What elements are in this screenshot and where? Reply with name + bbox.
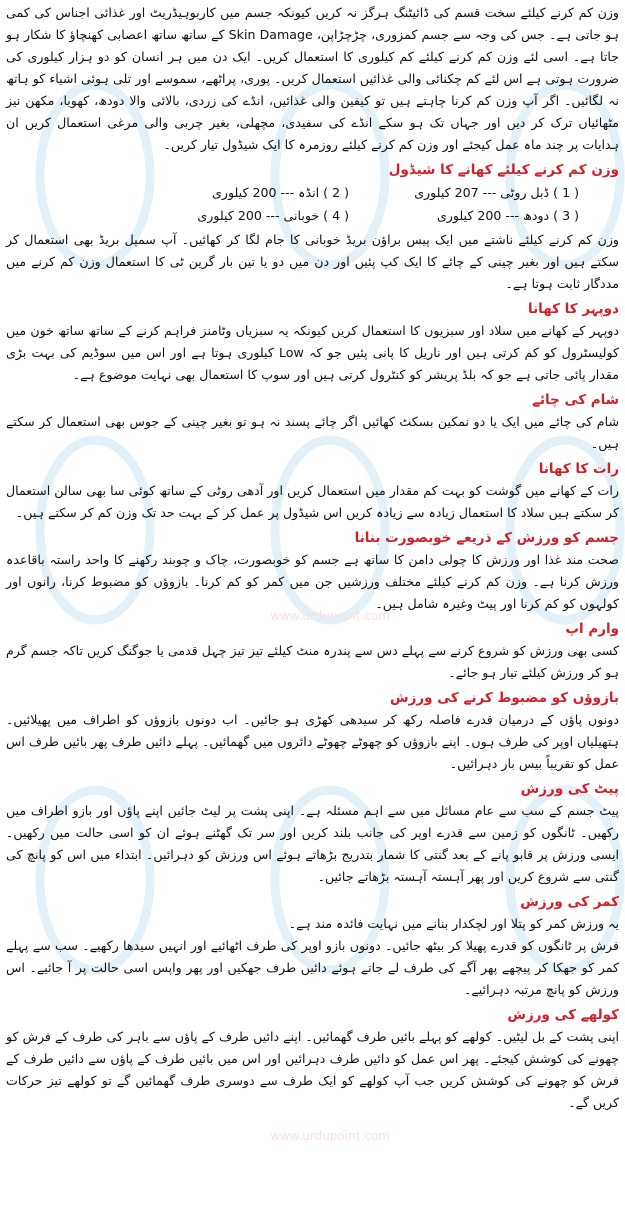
tea-heading: شام کی چائے [532,392,619,408]
hips-heading: کولھے کی ورزش [507,1007,619,1023]
warmup-paragraph: کسی بھی ورزش کو شروع کرنے سے پہلے دس سے پندرہ منٹ کیلئے تیز تیز چہل قدمی یا جوگنگ کریں تاکہ جسم گرم ہو کر ورزش کیلئے تیار ہو جائے۔ [6,643,619,680]
breakfast-paragraph: وزن کم کرنے کیلئے ناشتے میں ایک پیس براؤن بریڈ خوبانی کا جام لگا کر کھائیں۔ آپ سمپل بریڈ بھی استعمال کر سکتے ہیں اور بغیر چینی کے چائے کا ایک کپ پئیں اور دن میں دو یا تین بار گرین ٹی کا استعمال وزن کم کرنے میں مددگار ثابت ہوتا ہے۔ [6,232,619,291]
watermark-url-2: www.urdupoint.com [270,1129,390,1143]
hips-paragraph: اپنی پشت کے بل لیٹیں۔ کولھے کو پہلے بائیں طرف گھمائیں۔ اپنے دائیں طرف کے پاؤں سے باہر کی طرف کے فرش کو چھونے کی کوشش کیجئے۔ پھر اس عمل کو دائیں طرف دہرائیں اور اس میں بائیں طرف کے پاؤں سے دائیں طرف کے فرش کو چھونے کی کوشش کریں جب آپ کولھے کو ایک طرف سے دوسری طرف گھمائیں گے تو کولھے تیز حرکات کریں گے۔ [6,1029,619,1110]
arms-paragraph: دونوں پاؤں کے درمیان قدرے فاصلہ رکھ کر سیدھی کھڑی ہو جائیں۔ اب دونوں بازوؤں کو اطراف میں پھیلائیں۔ ہتھیلیاں اوپر کی طرف ہوں۔ اپنے بازوؤں کو چھوٹے چھوٹے دائروں میں گھمائیں۔ پہلے دائیں طرف پھر بائیں طرف اس عمل کو تقریباً بیس بار دہرائیں۔ [6,712,619,771]
tea-paragraph: شام کی چائے میں ایک یا دو نمکین بسکٹ کھائیں اگر چائے پسند نہ ہو تو بغیر چینی کے جوس بھی استعمال کر سکتے ہیں۔ [6,414,619,451]
belly-heading: پیٹ کی ورزش [520,781,619,797]
intro-paragraph: وزن کم کرنے کیلئے سخت قسم کی ڈائیٹنگ ہرگز نہ کریں کیونکہ جسم میں کاربوہیڈریٹ اور غذائی اجناس کی کمی ہو جاتی ہے۔ جس کی وجہ سے جسم کمزوری، چڑچڑاپن، Skin Damage کے ساتھ ساتھ اعصابی کھنچاؤ کا شکار ہو جاتا ہے۔ اسی لئے وزن کم کرنے کیلئے کم کیلوری کا استعمال کریں۔ ایک دن میں ہر انسان کو دو ہزار کیلوری کی ضرورت ہوتی ہے اس لئے کم چکنائی والی غذائیں استعمال کریں۔ پوری، پراٹھے، سموسے اور تلی ہوئی اشیاء کو ہاتھ نہ لگائیں۔ اگر آپ وزن کم کرنا چاہتے ہیں تو کیفین والی غذائیں، انڈے کی زردی، بالائی والا دودھ، کھویا، مکھن نیز مٹھائیاں ترک کر دیں اور جہاں تک ہو سکے انڈے کی سفیدی، مچھلی، بغیر چربی والی مرغی استعمال کریں ان ہدایات پر چند ماہ عمل کیجئے اور وزن کم کرنے کیلئے روزمرہ کا ایک شیڈول تیار کریں۔ [6,5,619,152]
dinner-heading: رات کا کھانا [538,461,619,477]
calorie-item-apricot: ( 4 ) خوبانی --- 200 کیلوری [197,208,349,223]
lunch-heading: دوپہر کا کھانا [528,301,619,317]
waist-intro: یہ ورزش کمر کو پتلا اور لچکدار بنانے میں نہایت فائدہ مند ہے۔ [288,916,619,931]
exercise-paragraph: صحت مند غذا اور ورزش کا چولی دامن کا ساتھ ہے جسم کو خوبصورت، چاک و چوبند رکھنے کا واحد راستہ باقاعدہ ورزش کرنا ہے۔ وزن کم کرنے کیلئے مختلف ورزشیں جن میں کمر کو کم کرنا۔ بازوؤں کو مضبوط کرنا، رانوں اور کولہوں کو کم کرنا اور پیٹ وغیرہ شامل ہیں۔ [6,552,619,611]
waist-paragraph: فرش پر ٹانگوں کو قدرے پھیلا کر بیٹھ جائیں۔ دونوں بازو اوپر کی طرف اٹھائیے اور انہیں سیدھا رکھیے۔ سب سے پہلے کمر کو جھکا کر پیچھے پھر آگے کی طرف لے جاتے ہوئے دائیں طرف جھکیں اور پھر واپس اسی حالت پر آ جائیے۔ اس ورزش کو پانچ مرتبہ دہرائیے۔ [6,938,619,997]
arms-heading: بازوؤں کو مضبوط کرنے کی ورزش [390,690,619,706]
exercise-heading: جسم کو ورزش کے ذریعے خوبصورت بنانا [354,530,619,546]
calorie-item-egg: ( 2 ) انڈہ --- 200 کیلوری [212,185,349,200]
lunch-paragraph: دوپہر کے کھانے میں سلاد اور سبزیوں کا استعمال کریں کیونکہ یہ سبزیاں وٹامنز فراہم کرنے کے ساتھ ساتھ خون میں کولیسٹرول کو کم کرتی ہیں اور ناریل کا پانی پئیں جو کہ Low کیلوری ہوتا ہے اور اس میں سوڈیم کی بہت بڑی مقدار پائی جاتی ہے جو کہ بلڈ پریشر کو کنٹرول کرتی ہیں اور سوپ کا استعمال بھی نہایت موضوع ہے۔ [6,323,620,382]
calorie-item-milk: ( 3 ) دودھ --- 200 کیلوری [436,208,579,223]
calorie-list [6,181,579,227]
calorie-item-bread: ( 1 ) ڈبل روٹی --- 207 کیلوری [414,185,579,200]
belly-paragraph: پیٹ جسم کے سب سے عام مسائل میں سے اہم مسئلہ ہے۔ اپنی پشت پر لیٹ جائیں اپنے پاؤں اور بازو اطراف میں رکھیں۔ ٹانگوں کو زمین سے قدرے اوپر کی جانب بلند کریں اور سر تک گھٹنے ہوئے ان کو اسی حالت میں رکھیں۔ ایسی ورزش پر قابو پانے کے بعد گنتی کا شمار بتدریج بڑھاتے ہوئے اس ورزش کو دہرائیں۔ ابتداء میں اس کو پانچ کی گنتی سے شروع کریں اور پھر آہستہ آہستہ بڑھاتے جائیں۔ [6,803,619,884]
waist-heading: کمر کی ورزش [520,894,619,910]
watermark-url-1: www.urdupoint.com [270,609,390,623]
warmup-heading: وارم اپ [565,621,619,637]
dinner-paragraph: رات کے کھانے میں گوشت کو بہت کم مقدار میں استعمال کریں اور آدھی روٹی کے ساتھ کوئی سا بھی سالن استعمال کر سکتے ہیں سلاد کا استعمال زیادہ سے زیادہ کریں اس شیڈول پر عمل کر کے بہت حد تک وزن کم کر سکتے ہیں۔ [6,483,619,520]
schedule-heading: وزن کم کرنے کیلئے کھانے کا شیڈول [388,162,619,178]
